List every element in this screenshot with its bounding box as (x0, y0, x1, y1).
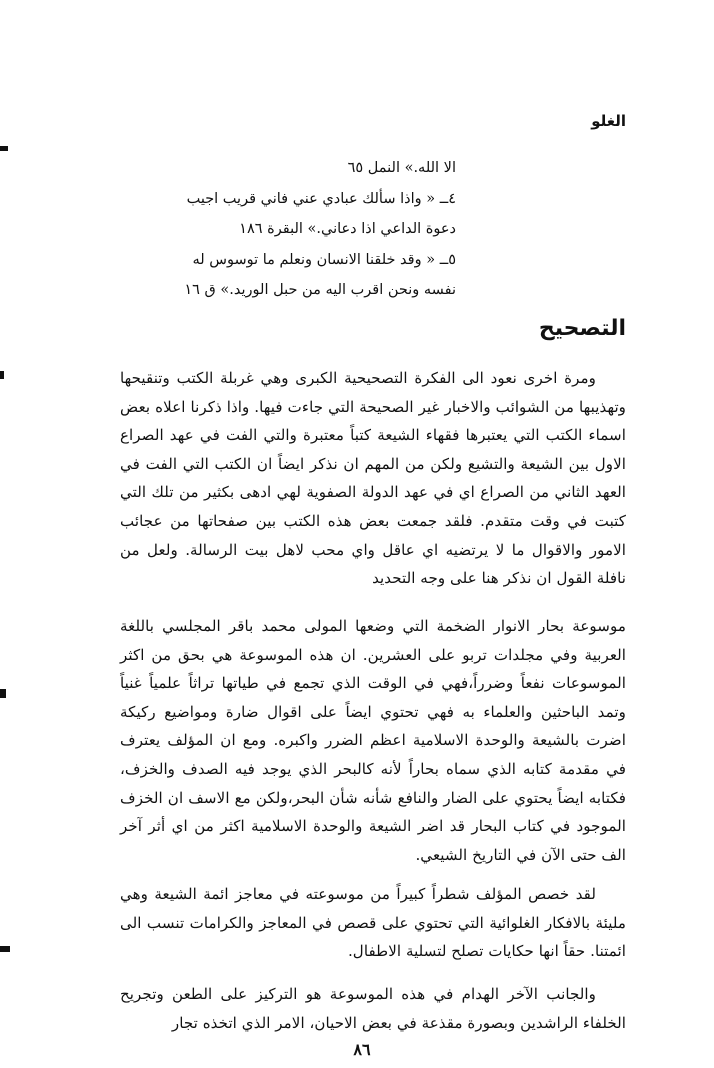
paragraph: والجانب الآخر الهدام في هذه الموسوعة هو التركيز على الطعن وتجريح الخلفاء الراشدين وبصورة مقذعة في بعض الاحيان، الامر الذي اتخذه تجار (120, 985, 626, 1032)
verse-line: ٥ــ « وقد خلقنا الانسان ونعلم ما توسوس له (192, 251, 456, 268)
verse-line: ٤ــ « واذا سألك عبادي عني فاني قريب اجيب (186, 190, 456, 207)
verse-line: الا الله.» النمل ٦٥ (347, 160, 456, 176)
section-heading: التصحيح (538, 316, 626, 341)
margin-mark (0, 689, 6, 698)
running-head: الغلو (591, 112, 626, 130)
paragraph-block (120, 980, 626, 1037)
paragraph: موسوعة بحار الانوار الضخمة التي وضعها المولى محمد باقر المجلسي باللغة العربية وفي مجلدات تربو على العشرين. ان هذه الموسوعة هي بحق من اكثر الموسوعات نفعاً وضرراً،فهي في الوقت الذي تجمع في طياتها تراثاً علمياً غنياً وتمد الباحثين والعلماء به فهي تحتوي ايضاً على اقوال ضارة ومواضيع ركيكة اضرت بالشيعة والوحدة الاسلامية اعظم الضرر واكبره. ومع ان المؤلف يعترف في مقدمة كتابه الذي سماه بحاراً لأنه كالبحر الذي يوجد فيه الصدف والخزف، فكتابه ايضاً يحتوي على الضار والنافع شأنه شأن البحر،ولكن مع الاسف ان الخزف الموجود في كتاب البحار قد اضر الشيعة والوحدة الاسلامية اكثر من اي أثر آخر الف حتى الآن في التاريخ الشيعي. (120, 617, 626, 864)
page-number: ٨٦ (353, 1040, 371, 1059)
verse-line: نفسه ونحن اقرب اليه من حبل الوريد.» ق ١٦ (184, 282, 456, 298)
paragraph-block (120, 880, 626, 966)
paragraph: ومرة اخرى نعود الى الفكرة التصحيحية الكبرى وهي غربلة الكتب وتنقيحها وتهذيبها من الشوائب والاخبار غير الصحيحة التي جاءت فيها. واذا ذكرنا اعلاه بعض اسماء الكتب التي يعتبرها فقهاء الشيعة كتباً معتبرة والتي الفت في عهد الصراع الاول بين الشيعة والتشيع ولكن من المهم ان نذكر ايضاً ان الكتب التي الفت في العهد الثاني من الصراع اي في عهد الدولة الصفوية لهي ادهى بكثير من تلك التي كتبت في وقت متقدم. فلقد جمعت بعض هذه الكتب بين صفحاتها من عجائب الامور والاقوال ما لا يرتضيه اي عاقل واي محب لاهل بيت الرسالة. ولعل من نافلة القول ان نذكر هنا على وجه التحديد (120, 369, 626, 588)
paragraph-block (120, 612, 626, 869)
margin-mark (0, 946, 10, 952)
margin-mark (0, 371, 4, 379)
paragraph-block (120, 364, 626, 593)
verse-quotes (184, 153, 456, 306)
margin-mark (0, 146, 8, 151)
verse-line: دعوة الداعي اذا دعاني.» البقرة ١٨٦ (239, 221, 456, 237)
paragraph: لقد خصص المؤلف شطراً كبيراً من موسوعته في معاجز ائمة الشيعة وهي مليئة بالافكار الغلوائية التي تحتوي على قصص في المعاجز والكرامات تنسب الى ائمتنا. حقاً انها حكايات تصلح لتسلية الاطفال. (120, 885, 626, 961)
